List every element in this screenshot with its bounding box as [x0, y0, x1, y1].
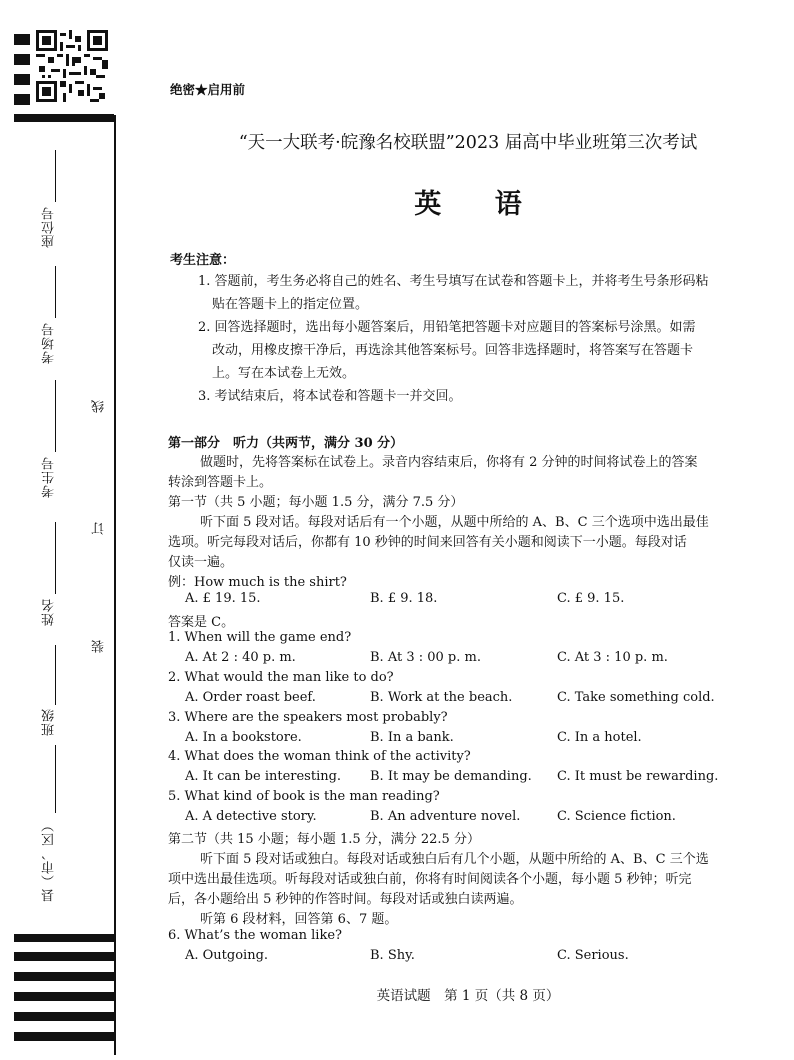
section2-intro: 项中选出最佳选项。听每段对话或独白前，你将有时间阅读各个小题，每小题 5 秒钟；听完	[168, 872, 692, 887]
binding-border	[114, 115, 116, 1055]
seat-number-label: 座位号	[42, 206, 57, 248]
exam-number-label: 考生号	[42, 456, 57, 498]
section2-heading: 第二节（共 15 小题；每小题 1.5 分，满分 22.5 分）	[168, 832, 480, 847]
subject-title: 英 语	[414, 189, 544, 220]
seal-char-line: 线	[92, 400, 107, 413]
binding-bar	[14, 1012, 114, 1021]
section2-intro: 后，各小题给出 5 秒钟的作答时间。每段对话或独白读两遍。	[168, 892, 523, 907]
option-b: B. At 3 : 00 p. m.	[370, 650, 481, 665]
notice-line: 1. 答题前，考生务必将自己的姓名、考生号填写在试卷和答题卡上，并将考生号条形码粘	[198, 274, 709, 289]
notice-line: 上。写在本试卷上无效。	[212, 366, 356, 381]
binding-strip	[0, 0, 118, 1060]
fill-line[interactable]	[55, 645, 56, 705]
binding-bar	[14, 952, 114, 961]
fill-line[interactable]	[55, 266, 56, 318]
option-c: C. Science fiction.	[557, 809, 676, 824]
notice-line: 3. 考试结束后，将本试卷和答题卡一并交回。	[198, 389, 462, 404]
exam-title: “天一大联考·皖豫名校联盟”2023 届高中毕业班第三次考试	[238, 133, 698, 153]
confidential-mark: 绝密★启用前	[170, 82, 246, 97]
seal-char-pack: 装	[92, 640, 107, 653]
fill-line[interactable]	[55, 745, 56, 813]
county-label: 县（市、区）	[42, 818, 57, 902]
question: 3. Where are the speakers most probably?	[168, 710, 448, 725]
binding-bar	[14, 992, 114, 1001]
example-option-c: C. £ 9. 15.	[557, 591, 625, 606]
question: 6. What’s the woman like?	[168, 928, 342, 943]
option-c: C. Serious.	[557, 948, 629, 963]
fill-line[interactable]	[55, 522, 56, 594]
section1-intro: 选项。听完每段对话后，你都有 10 秒钟的时间来回答有关小题和阅读下一小题。每段对话	[168, 535, 687, 550]
binding-bar	[14, 972, 114, 981]
option-a: A. At 2 : 40 p. m.	[185, 650, 296, 665]
section1-intro: 仅读一遍。	[168, 555, 234, 570]
binding-bar	[14, 54, 30, 65]
section1-heading: 第一节（共 5 小题；每小题 1.5 分，满分 7.5 分）	[168, 495, 464, 510]
page-footer: 英语试题 第 1 页（共 8 页）	[376, 988, 560, 1004]
binding-bar	[14, 114, 114, 122]
example-question: 例：How much is the shirt?	[168, 575, 347, 590]
question: 1. When will the game end?	[168, 630, 352, 645]
option-c: C. It must be rewarding.	[557, 769, 719, 784]
class-label: 班级	[42, 708, 57, 736]
binding-bar	[14, 1032, 114, 1041]
notice-item	[198, 270, 768, 408]
binding-bar	[14, 934, 114, 942]
exam-room-label: 考场号	[42, 322, 57, 364]
notice-line: 改动，用橡皮擦干净后，再选涂其他答案标号。回答非选择题时，将答案写在答题卡	[212, 343, 694, 358]
option-a: A. A detective story.	[185, 809, 317, 824]
part1-heading: 第一部分 听力（共两节，满分 30 分）	[168, 436, 404, 451]
binding-bar	[14, 94, 30, 105]
notice-heading: 考生注意：	[170, 253, 236, 268]
option-c: C. At 3 : 10 p. m.	[557, 650, 668, 665]
option-c: C. Take something cold.	[557, 690, 715, 705]
option-b: B. Work at the beach.	[370, 690, 513, 705]
question: 5. What kind of book is the man reading?	[168, 789, 440, 804]
notice-line: 贴在答题卡上的指定位置。	[212, 297, 369, 312]
question: 2. What would the man like to do?	[168, 670, 394, 685]
notice-line: 2. 回答选择题时，选出每小题答案后，用铅笔把答题卡对应题目的答案标号涂黑。如需	[198, 320, 696, 335]
part1-intro: 做题时，先将答案标在试卷上。录音内容结束后，你将有 2 分钟的时间将试卷上的答案	[200, 455, 698, 470]
section1-intro: 听下面 5 段对话。每段对话后有一个小题，从题中所给的 A、B、C 三个选项中选出最佳	[200, 515, 709, 530]
option-c: C. In a hotel.	[557, 730, 642, 745]
option-b: B. It may be demanding.	[370, 769, 532, 784]
example-option-b: B. £ 9. 18.	[370, 591, 438, 606]
option-b: B. Shy.	[370, 948, 415, 963]
option-a: A. In a bookstore.	[185, 730, 302, 745]
option-b: B. In a bank.	[370, 730, 454, 745]
fill-line[interactable]	[55, 380, 56, 452]
option-a: A. Outgoing.	[185, 948, 269, 963]
seal-char-bind: 订	[92, 522, 107, 535]
qr-code	[36, 30, 108, 102]
part1-intro: 转涂到答题卡上。	[168, 475, 273, 490]
name-label: 姓名	[42, 598, 57, 626]
option-a: A. Order roast beef.	[185, 690, 316, 705]
option-a: A. It can be interesting.	[185, 769, 342, 784]
material-note: 听第 6 段材料，回答第 6、7 题。	[200, 912, 398, 927]
example-answer: 答案是 C。	[168, 615, 235, 630]
binding-bar	[14, 74, 30, 85]
example-option-a: A. £ 19. 15.	[185, 591, 261, 606]
fill-line[interactable]	[55, 150, 56, 202]
binding-bar	[14, 34, 30, 45]
question: 4. What does the woman think of the activity?	[168, 749, 471, 764]
section2-intro: 听下面 5 段对话或独白。每段对话或独白后有几个小题，从题中所给的 A、B、C 三个选	[200, 852, 709, 867]
option-b: B. An adventure novel.	[370, 809, 521, 824]
